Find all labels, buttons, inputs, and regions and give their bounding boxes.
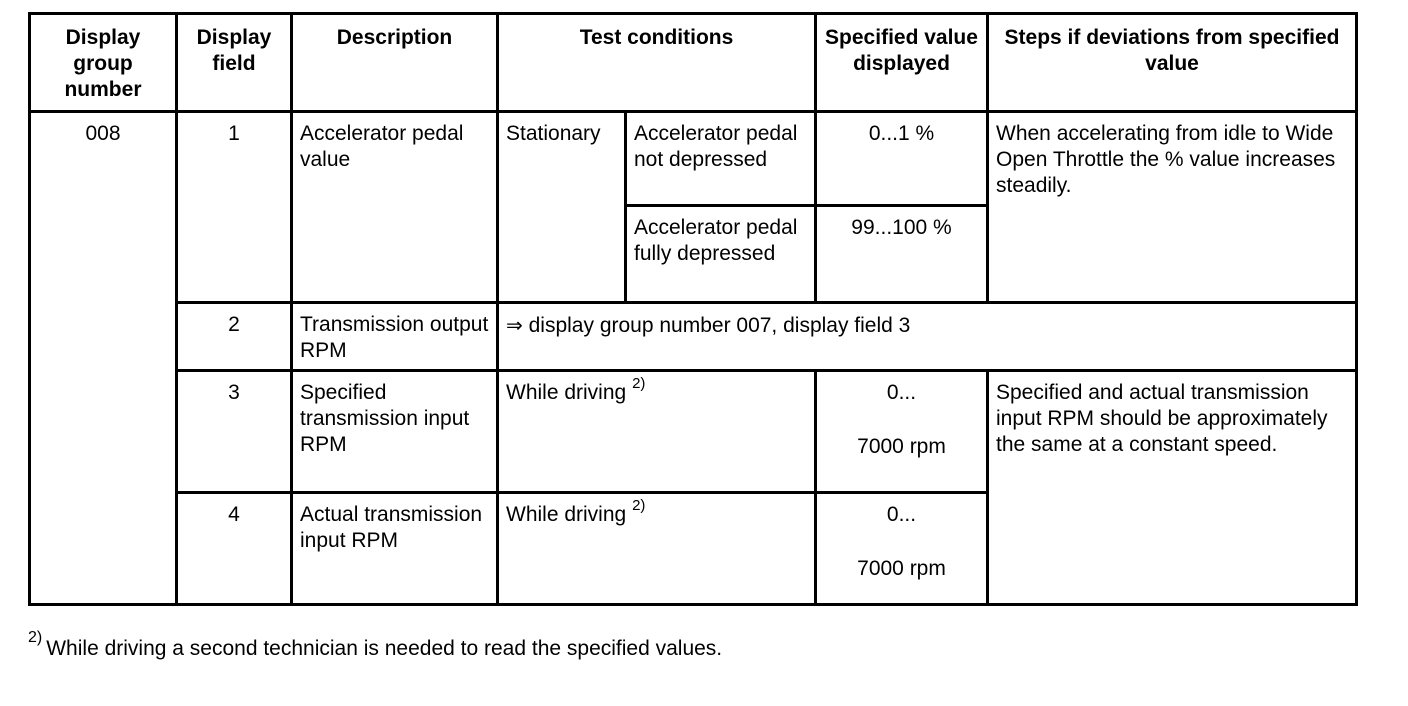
field-cell: 4: [177, 493, 292, 605]
steps-cell: When accelerating from idle to Wide Open Throttle the % value increases steadily.: [988, 112, 1357, 303]
header-display-field: Display field: [177, 14, 292, 112]
condition-main-cell: Stationary: [498, 112, 626, 303]
footnote-text: While driving a second technician is needed to read the specified values.: [46, 637, 723, 660]
value-max: 7000 rpm: [857, 557, 946, 580]
condition-sub-cell: Accelerator pedal not depressed: [626, 112, 816, 206]
display-group-number-cell: 008: [30, 112, 177, 605]
specified-value-cell: [816, 493, 988, 605]
description-cell: Specified transmission input RPM: [292, 371, 498, 493]
steps-cell: Specified and actual transmission input RPM should be approximately the same at a constant speed.: [988, 371, 1357, 605]
right-double-arrow-icon: ⇒: [506, 313, 523, 337]
header-test-conditions: Test conditions: [498, 14, 816, 112]
header-description: Description: [292, 14, 498, 112]
condition-sub-cell: Accelerator pedal fully depressed: [626, 206, 816, 303]
table-row: [30, 303, 1357, 371]
header-steps: Steps if deviations from specified value: [988, 14, 1357, 112]
reference-cell: [498, 303, 1357, 371]
footnote-marker: 2): [28, 629, 43, 646]
value-min: 0...: [886, 381, 917, 404]
specified-value-cell: 0...1 %: [816, 112, 988, 206]
field-cell: 3: [177, 371, 292, 493]
condition-text: While driving: [506, 381, 627, 404]
header-specified-value: Specified value displayed: [816, 14, 988, 112]
field-cell: 1: [177, 112, 292, 303]
specified-value-cell: 99...100 %: [816, 206, 988, 303]
footnote-reference: 2): [632, 497, 646, 514]
table-row: [30, 371, 1357, 493]
condition-cell: [498, 493, 816, 605]
condition-cell: [498, 371, 816, 493]
reference-text: display group number 007, display field 3: [528, 314, 911, 337]
table-header-row: [30, 14, 1357, 112]
value-max: 7000 rpm: [857, 435, 946, 458]
description-cell: Transmission output RPM: [292, 303, 498, 371]
footnote: [28, 629, 723, 662]
value-min: 0...: [886, 503, 917, 526]
table-row: [30, 112, 1357, 206]
footnote-reference: 2): [632, 375, 646, 392]
field-cell: 2: [177, 303, 292, 371]
specified-value-cell: [816, 371, 988, 493]
condition-text: While driving: [506, 503, 627, 526]
header-display-group-number: Display group number: [30, 14, 177, 112]
display-group-table: [28, 12, 1358, 606]
description-cell: Actual transmission input RPM: [292, 493, 498, 605]
description-cell: Accelerator pedal value: [292, 112, 498, 303]
